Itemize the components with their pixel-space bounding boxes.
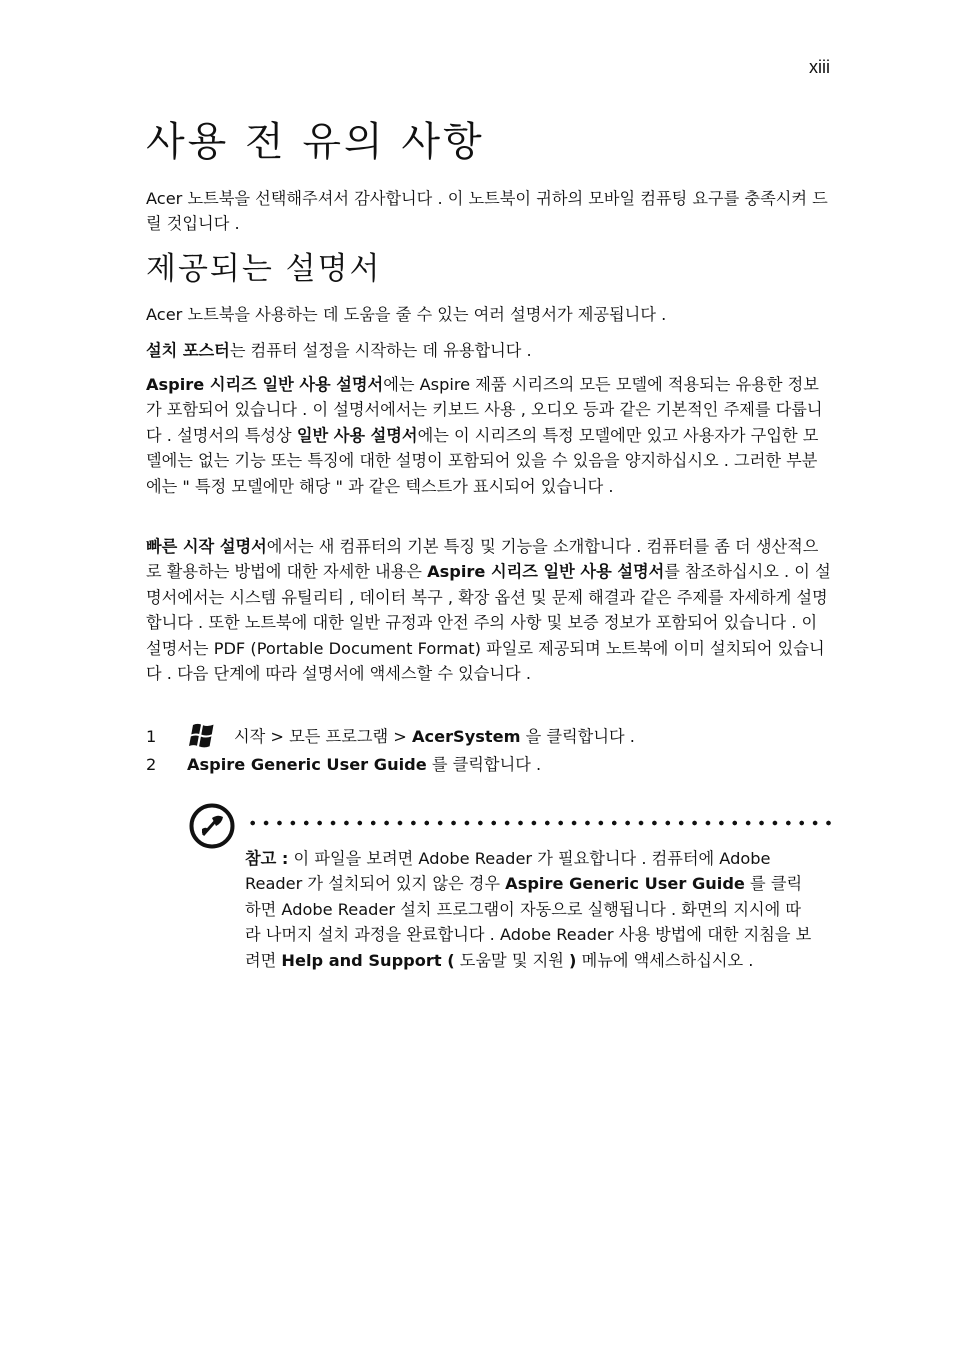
step-2 bbox=[146, 752, 541, 777]
quick-start-text-2: 를 참조하십시오 . 이 설명서에서는 시스템 유틸리티 , 데이터 복구 , 확장 옵션 및 문제 해결과 같은 주제를 자세하게 설명합니다 . 또한 노트북에 대한 일반 규정과 안전 주의 사항 및 보증 정보가 포함되어 있습니다 . 이 설명서는 bbox=[146, 562, 831, 658]
step-1-text bbox=[234, 724, 635, 749]
page-number: xiii bbox=[809, 57, 830, 77]
step-number: 1 bbox=[146, 726, 157, 746]
aspire-guide-text-2: 에는 이 시리즈의 특정 모델에만 있고 사용자가 구입한 모델에는 없는 기능 또는 특징에 대한 설명이 포함되어 있을 수 있음을 양지하십시오 . 그러한 부분에는 " 특정 모델에만 해당 " 과 같은 텍스트가 표시되어 있습니다 . bbox=[146, 425, 819, 496]
page-title: 사용 전 유의 사항 bbox=[146, 119, 485, 165]
note-guide-name: Aspire Generic User Guide bbox=[505, 874, 745, 894]
acersystem-label: AcerSystem bbox=[411, 726, 521, 746]
note-divider bbox=[246, 820, 832, 826]
provided-guides-paragraph: Acer 노트북을 사용하는 데 도움을 줄 수 있는 여러 설명서가 제공됩니다 . bbox=[146, 305, 667, 324]
note-text-3: 메뉴에 액세스하십시오 . bbox=[576, 950, 754, 970]
section-title: 제공되는 설명서 bbox=[146, 251, 382, 287]
quick-start-name: 빠른 시작 설명서 bbox=[146, 537, 267, 556]
help-support-close: ) bbox=[569, 950, 577, 970]
help-support-label: Help and Support ( bbox=[281, 950, 455, 970]
quick-start-text: 에서는 새 컴퓨터의 기본 특징 및 기능을 소개합니다 . 컴퓨터를 좀 더 생산적으로 활용하는 방법에 대한 자세한 내용은 bbox=[146, 537, 819, 582]
separator: > bbox=[265, 726, 290, 746]
start-menu-label: 시작 bbox=[234, 726, 266, 746]
setup-poster-name: 설치 포스터 bbox=[146, 341, 230, 360]
step-number: 2 bbox=[146, 755, 157, 774]
step-1-action: 을 클릭합니다 . bbox=[520, 726, 635, 746]
aspire-guide-text: 에는 Aspire 제품 시리즈의 모든 모델에 적용되는 유용한 정보가 포함되어 있습니다 . 이 설명서에서는 키보드 사용 , 오디오 등과 같은 기본적인 주제를 다룹니다 . 설명서의 특성상 bbox=[146, 375, 823, 445]
setup-poster-paragraph bbox=[146, 338, 832, 363]
windows-logo-icon bbox=[186, 722, 220, 750]
generic-user-guide-label: Aspire Generic User Guide bbox=[187, 755, 427, 774]
step-2-action: 를 클릭합니다 . bbox=[426, 755, 542, 774]
quick-start-paragraph bbox=[146, 534, 832, 686]
intro-paragraph: Acer 노트북을 선택해주셔서 감사합니다 . 이 노트북이 귀하의 모바일 컴퓨팅 요구를 충족시켜 드릴 것입니다 . bbox=[146, 189, 828, 234]
aspire-guide-paragraph bbox=[146, 372, 832, 499]
pdf-format-name: PDF (Portable Document Format) bbox=[213, 638, 481, 658]
all-programs-label: 모든 프로그램 bbox=[289, 726, 389, 746]
note-pen-icon bbox=[188, 802, 236, 850]
step-2-text bbox=[187, 752, 541, 777]
note-paragraph bbox=[245, 846, 815, 973]
quick-start-text-3: 파일로 제공되며 노트북에 이미 설치되어 있습니다 . 다음 단계에 따라 설명서에 액세스할 수 있습니다 . bbox=[146, 638, 825, 684]
note-label: 참고 : bbox=[245, 849, 289, 868]
step-1 bbox=[146, 722, 635, 750]
setup-poster-text: 는 컴퓨터 설정을 시작하는 데 유용합니다 . bbox=[229, 341, 532, 360]
generic-guide-name: 일반 사용 설명서 bbox=[296, 425, 418, 445]
help-support-korean: 도움말 및 지원 bbox=[454, 950, 570, 970]
note-text: 이 파일을 보려면 Adobe Reader 가 필요합니다 . 컴퓨터에 Adobe Reader 가 설치되어 있지 않은 경우 bbox=[245, 849, 771, 894]
aspire-guide-name: Aspire 시리즈 일반 사용 설명서 bbox=[146, 375, 384, 394]
note-text-2: 를 클릭하면 Adobe Reader 설치 프로그램이 자동으로 실행됩니다 . 화면의 지시에 따라 나머지 설치 과정을 완료합니다 . Adobe Reader 사용 방법에 대한 지침을 보려면 bbox=[245, 874, 812, 970]
aspire-guide-reference: Aspire 시리즈 일반 사용 설명서 bbox=[427, 562, 665, 582]
separator: > bbox=[388, 726, 412, 746]
